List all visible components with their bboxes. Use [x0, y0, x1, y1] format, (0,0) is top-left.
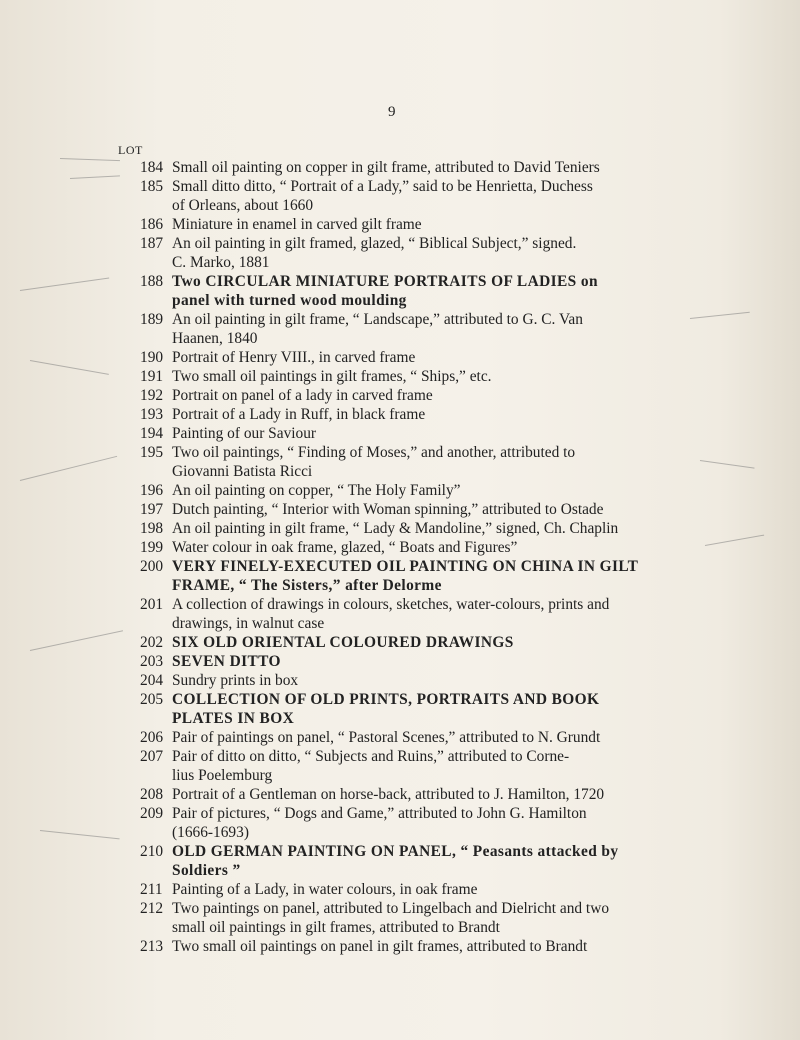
lot-line [140, 443, 770, 462]
lot-description: drawings, in walnut case [172, 615, 325, 632]
lot-line [140, 196, 770, 215]
lot-number: 202 [140, 634, 164, 651]
lot-line [140, 595, 770, 614]
lot-entry [140, 177, 770, 215]
lot-line [140, 405, 770, 424]
lot-description: Miniature in enamel in carved gilt frame [172, 216, 422, 233]
lot-entry [140, 348, 770, 367]
lot-line [140, 728, 770, 747]
lot-line [140, 291, 770, 310]
lot-entry [140, 937, 770, 956]
lot-line [140, 462, 770, 481]
lot-line [140, 158, 770, 177]
lot-number: 205 [140, 691, 164, 708]
lot-description: Small ditto ditto, “ Portrait of a Lady,” said to be Henrietta, Duchess [172, 178, 593, 195]
lot-line [140, 348, 770, 367]
lot-line [140, 709, 770, 728]
lot-line [140, 690, 770, 709]
lot-number: 187 [140, 235, 164, 252]
lot-entry [140, 880, 770, 899]
lot-number: 206 [140, 729, 164, 746]
lot-number: 207 [140, 748, 164, 765]
lot-line [140, 861, 770, 880]
lot-description: Two small oil paintings on panel in gilt frames, attributed to Brandt [172, 938, 588, 955]
lot-entry [140, 652, 770, 671]
lot-description: Portrait on panel of a lady in carved frame [172, 387, 433, 404]
pencil-mark [30, 630, 123, 651]
lot-line [140, 234, 770, 253]
lot-description: Two oil paintings, “ Finding of Moses,” and another, attributed to [172, 444, 576, 461]
lot-number: 204 [140, 672, 164, 689]
lot-line [140, 766, 770, 785]
lot-entry [140, 234, 770, 272]
lot-number: 209 [140, 805, 164, 822]
lot-number: 195 [140, 444, 164, 461]
lot-line [140, 253, 770, 272]
lot-number: 203 [140, 653, 164, 670]
lot-entry [140, 899, 770, 937]
lot-line [140, 937, 770, 956]
lot-line [140, 880, 770, 899]
lot-description: panel with turned wood moulding [172, 292, 407, 309]
lot-description: Portrait of a Lady in Ruff, in black frame [172, 406, 426, 423]
lot-description: Two small oil paintings in gilt frames, “ Ships,” etc. [172, 368, 492, 385]
lot-line [140, 386, 770, 405]
lot-entry [140, 671, 770, 690]
pencil-mark [20, 456, 117, 481]
lot-description: Haanen, 1840 [172, 330, 258, 347]
pencil-mark [30, 360, 109, 375]
lot-number: 185 [140, 178, 164, 195]
lot-description: A collection of drawings in colours, sketches, water-colours, prints and [172, 596, 610, 613]
lot-entry [140, 728, 770, 747]
lot-line [140, 272, 770, 291]
lot-entry [140, 804, 770, 842]
lot-line [140, 367, 770, 386]
lot-description: small oil paintings in gilt frames, attributed to Brandt [172, 919, 500, 936]
lot-description: VERY FINELY-EXECUTED OIL PAINTING ON CHINA IN GILT [172, 558, 639, 575]
lot-entry [140, 310, 770, 348]
lot-number: 211 [140, 881, 163, 898]
lot-number: 196 [140, 482, 164, 499]
lot-line [140, 823, 770, 842]
lot-description: Painting of a Lady, in water colours, in oak frame [172, 881, 478, 898]
lot-entry [140, 158, 770, 177]
lot-entry [140, 481, 770, 500]
lot-description: PLATES IN BOX [172, 710, 295, 727]
lot-description: SEVEN DITTO [172, 653, 281, 670]
lot-entry [140, 405, 770, 424]
lot-number: 188 [140, 273, 164, 290]
lot-entry [140, 595, 770, 633]
lot-description: Water colour in oak frame, glazed, “ Boats and Figures” [172, 539, 518, 556]
lot-description: Pair of ditto on ditto, “ Subjects and Ruins,” attributed to Corne- [172, 748, 570, 765]
lot-line [140, 804, 770, 823]
lot-number: 189 [140, 311, 164, 328]
lot-description: Two paintings on panel, attributed to Lingelbach and Dielricht and two [172, 900, 610, 917]
lot-number: 198 [140, 520, 164, 537]
lot-line [140, 310, 770, 329]
lot-number: 194 [140, 425, 164, 442]
lot-number: 186 [140, 216, 164, 233]
lot-number: 191 [140, 368, 164, 385]
pencil-mark [70, 175, 120, 179]
lot-description: lius Poelemburg [172, 767, 273, 784]
lot-entry [140, 367, 770, 386]
pencil-mark [20, 277, 109, 291]
lot-description: of Orleans, about 1660 [172, 197, 314, 214]
lot-line [140, 576, 770, 595]
lot-description: SIX OLD ORIENTAL COLOURED DRAWINGS [172, 634, 514, 651]
lot-description: An oil painting in gilt frame, “ Landscape,” attributed to G. C. Van [172, 311, 583, 328]
lot-description: Small oil painting on copper in gilt frame, attributed to David Teniers [172, 159, 600, 176]
lot-description: Dutch painting, “ Interior with Woman spinning,” attributed to Ostade [172, 501, 604, 518]
lot-line [140, 918, 770, 937]
lot-line [140, 633, 770, 652]
lot-description: OLD GERMAN PAINTING ON PANEL, “ Peasants attacked by [172, 843, 619, 860]
lot-line [140, 519, 770, 538]
lot-description: Soldiers ” [172, 862, 241, 879]
lot-line [140, 481, 770, 500]
lot-number: 212 [140, 900, 164, 917]
lot-list [140, 158, 770, 956]
lot-line [140, 329, 770, 348]
lot-line [140, 557, 770, 576]
lot-description: Painting of our Saviour [172, 425, 317, 442]
lot-line [140, 538, 770, 557]
lot-entry [140, 785, 770, 804]
lot-entry [140, 519, 770, 538]
lot-entry [140, 747, 770, 785]
lot-number: 197 [140, 501, 164, 518]
lot-entry [140, 633, 770, 652]
lot-description: Giovanni Batista Ricci [172, 463, 313, 480]
lot-number: 192 [140, 387, 164, 404]
lot-description: Sundry prints in box [172, 672, 299, 689]
lot-entry [140, 538, 770, 557]
lot-entry [140, 272, 770, 310]
lot-line [140, 671, 770, 690]
lot-number: 208 [140, 786, 164, 803]
lot-number: 201 [140, 596, 164, 613]
lot-description: FRAME, “ The Sisters,” after Delorme [172, 577, 442, 594]
lot-line [140, 500, 770, 519]
lot-entry [140, 690, 770, 728]
lot-entry [140, 215, 770, 234]
lot-line [140, 785, 770, 804]
lot-entry [140, 386, 770, 405]
lot-description: Pair of pictures, “ Dogs and Game,” attributed to John G. Hamilton [172, 805, 587, 822]
page-number: 9 [388, 104, 396, 120]
lot-entry [140, 557, 770, 595]
lot-line [140, 177, 770, 196]
lot-number: 193 [140, 406, 164, 423]
lot-line [140, 614, 770, 633]
lot-number: 200 [140, 558, 164, 575]
lot-line [140, 652, 770, 671]
lot-description: C. Marko, 1881 [172, 254, 270, 271]
lot-number: 190 [140, 349, 164, 366]
lot-description: Two CIRCULAR MINIATURE PORTRAITS OF LADIES on [172, 273, 598, 290]
lot-description: COLLECTION OF OLD PRINTS, PORTRAITS AND BOOK [172, 691, 600, 708]
lot-line [140, 842, 770, 861]
lot-number: 199 [140, 539, 164, 556]
lot-description: An oil painting in gilt framed, glazed, “ Biblical Subject,” signed. [172, 235, 577, 252]
lot-number: 210 [140, 843, 164, 860]
lot-line [140, 215, 770, 234]
lot-column-heading: LOT [118, 143, 143, 157]
pencil-mark [40, 830, 120, 839]
lot-description: An oil painting on copper, “ The Holy Family” [172, 482, 461, 499]
lot-description: An oil painting in gilt frame, “ Lady & Mandoline,” signed, Ch. Chaplin [172, 520, 619, 537]
lot-entry [140, 842, 770, 880]
lot-line [140, 424, 770, 443]
lot-entry [140, 424, 770, 443]
lot-description: Portrait of a Gentleman on horse-back, attributed to J. Hamilton, 1720 [172, 786, 605, 803]
lot-description: (1666-1693) [172, 824, 249, 841]
pencil-mark [60, 158, 120, 161]
lot-entry [140, 500, 770, 519]
lot-number: 184 [140, 159, 164, 176]
lot-description: Pair of paintings on panel, “ Pastoral Scenes,” attributed to N. Grundt [172, 729, 601, 746]
lot-number: 213 [140, 938, 164, 955]
lot-description: Portrait of Henry VIII., in carved frame [172, 349, 416, 366]
lot-line [140, 747, 770, 766]
lot-entry [140, 443, 770, 481]
lot-line [140, 899, 770, 918]
